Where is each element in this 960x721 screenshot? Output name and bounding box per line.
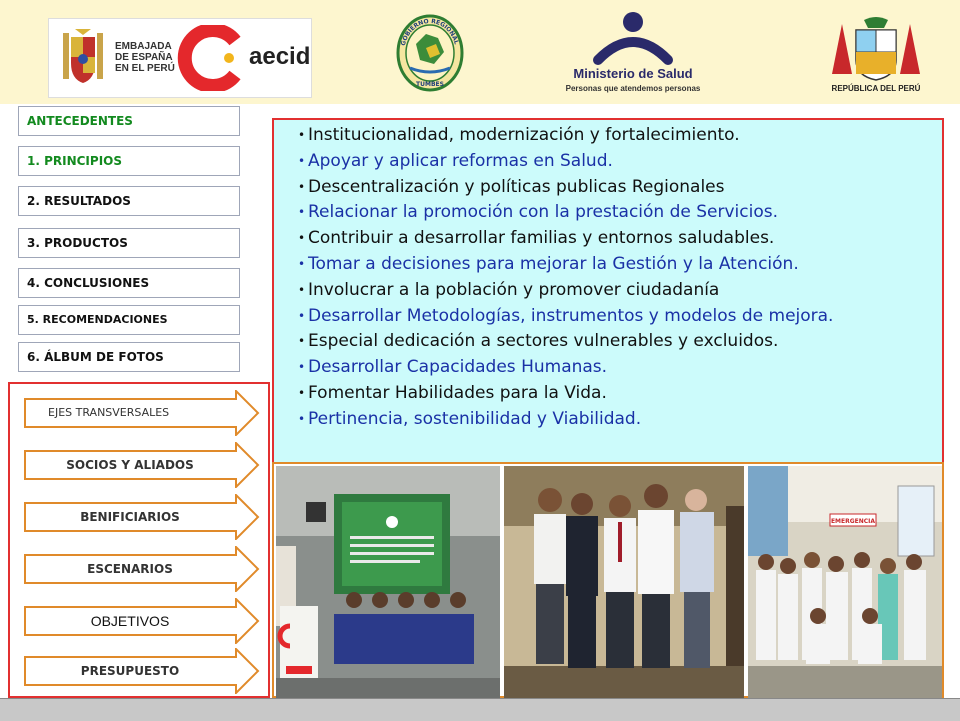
header-banner bbox=[0, 0, 960, 104]
republica-peru-logo bbox=[822, 14, 930, 94]
principles-panel bbox=[272, 118, 944, 466]
menu-item-conclusiones[interactable]: 4. CONCLUSIONES bbox=[18, 268, 240, 298]
principle-item: • Desarrollar Metodologías, instrumentos y modelos de mejora. bbox=[300, 304, 928, 330]
menu-item-principios[interactable]: 1. PRINCIPIOS bbox=[18, 146, 240, 176]
arrow-label: PRESUPUESTO bbox=[80, 664, 180, 678]
minsa-title: Ministerio de Salud bbox=[573, 66, 693, 81]
health-staff-photo bbox=[748, 466, 942, 698]
principle-item: • Desarrollar Capacidades Humanas. bbox=[300, 355, 928, 381]
arrow-ejes-transversales[interactable] bbox=[24, 390, 260, 436]
minsa-subtitle: Personas que atendemos personas bbox=[565, 84, 701, 93]
principles-list bbox=[300, 123, 928, 433]
principle-item: • Pertinencia, sostenibilidad y Viabilidad. bbox=[300, 407, 928, 433]
ministerio-salud-logo bbox=[552, 10, 714, 96]
menu-item-recomendaciones[interactable]: 5. RECOMENDACIONES bbox=[18, 305, 240, 335]
spain-coat-of-arms-icon bbox=[59, 27, 107, 89]
peru-label: REPÚBLICA DEL PERÚ bbox=[831, 84, 921, 93]
menu-item-album-fotos[interactable]: 6. ÁLBUM DE FOTOS bbox=[18, 342, 240, 372]
gobierno-regional-tumbes-logo bbox=[396, 14, 464, 92]
arrow-label: BENIFICIARIOS bbox=[80, 510, 180, 524]
photo-strip bbox=[272, 462, 944, 698]
embassy-text: EMBAJADA DE ESPAÑA EN EL PERÚ bbox=[115, 41, 175, 74]
principle-item: • Relacionar la promoción con la prestación de Servicios. bbox=[300, 200, 928, 226]
group-officials-photo bbox=[504, 466, 744, 698]
emergency-sign: EMERGENCIA bbox=[830, 518, 876, 525]
menu-item-antecedentes[interactable]: ANTECEDENTES bbox=[18, 106, 240, 136]
arrow-presupuesto[interactable] bbox=[24, 648, 260, 694]
arrow-label: EJES TRANSVERSALES bbox=[48, 406, 170, 419]
arrow-label: ESCENARIOS bbox=[87, 562, 173, 576]
arrow-escenarios[interactable] bbox=[24, 546, 260, 592]
aecid-c-logo-icon bbox=[177, 25, 243, 91]
principle-item: • Involucrar a la población y promover ciudadanía bbox=[300, 278, 928, 304]
gobierno-regional-seal-icon bbox=[396, 14, 464, 92]
footer-bar bbox=[0, 698, 960, 721]
principle-item: • Tomar a decisiones para mejorar la Gestión y la Atención. bbox=[300, 252, 928, 278]
principle-item: • Especial dedicación a sectores vulnerables y excluidos. bbox=[300, 329, 928, 355]
ejes-panel bbox=[8, 382, 270, 698]
minsa-person-icon bbox=[552, 10, 714, 66]
arrow-objetivos[interactable] bbox=[24, 598, 260, 644]
principle-item: • Descentralización y políticas publicas Regionales bbox=[300, 175, 928, 201]
principle-item: • Fomentar Habilidades para la Vida. bbox=[300, 381, 928, 407]
principle-item: • Apoyar y aplicar reformas en Salud. bbox=[300, 149, 928, 175]
principle-item: • Institucionalidad, modernización y fortalecimiento. bbox=[300, 123, 928, 149]
gobierno-top-text: GOBIERNO REGIONAL bbox=[399, 17, 460, 47]
menu-item-resultados[interactable]: 2. RESULTADOS bbox=[18, 186, 240, 216]
menu-item-productos[interactable]: 3. PRODUCTOS bbox=[18, 228, 240, 258]
conference-photo bbox=[276, 466, 500, 698]
aecid-label: aecid bbox=[249, 43, 311, 70]
peru-coat-of-arms-icon bbox=[822, 14, 930, 84]
arrow-label: SOCIOS Y ALIADOS bbox=[66, 458, 194, 472]
arrow-label: OBJETIVOS bbox=[90, 613, 170, 629]
arrow-beneficiarios[interactable] bbox=[24, 494, 260, 540]
embassy-aecid-logo bbox=[48, 18, 312, 98]
principle-item: • Contribuir a desarrollar familias y entornos saludables. bbox=[300, 226, 928, 252]
arrow-socios-aliados[interactable] bbox=[24, 442, 260, 488]
gobierno-bottom-text: TUMBES bbox=[416, 81, 444, 88]
